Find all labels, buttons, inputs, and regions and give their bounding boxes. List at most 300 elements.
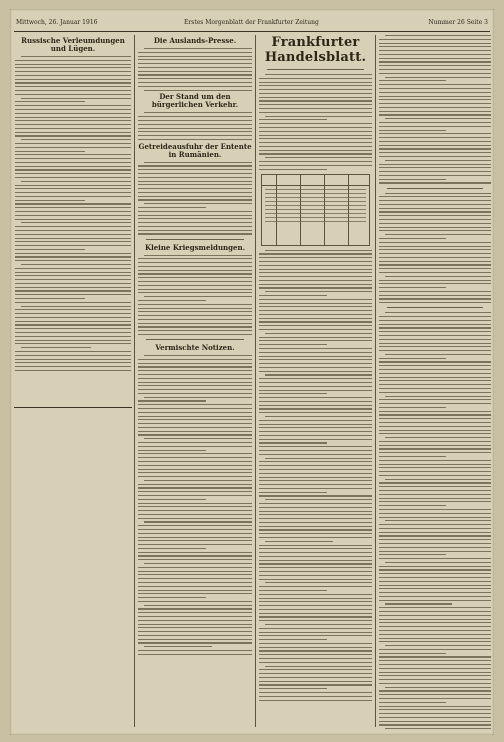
text-line	[138, 639, 252, 640]
text-line	[259, 579, 372, 580]
text-line	[138, 181, 252, 182]
text-line	[138, 196, 252, 197]
table-row	[265, 197, 366, 198]
text-line	[379, 709, 491, 710]
text-line	[265, 291, 372, 292]
text-line	[138, 608, 252, 609]
text-line	[15, 82, 131, 83]
text-line	[379, 611, 491, 612]
text-line	[138, 292, 252, 293]
text-line	[379, 324, 491, 325]
text-line	[138, 631, 252, 632]
text-line	[379, 133, 491, 134]
text-line	[379, 171, 491, 172]
text-line	[138, 71, 252, 72]
text-line	[15, 207, 131, 208]
text-line	[379, 264, 491, 265]
text-line	[138, 559, 252, 560]
text-line	[379, 384, 491, 385]
text-line	[259, 131, 372, 132]
table-rows	[262, 189, 369, 222]
text-line	[259, 329, 372, 330]
text-line	[259, 537, 372, 538]
text-line	[259, 688, 327, 689]
text-line	[265, 582, 372, 583]
text-line	[379, 179, 446, 180]
text-line	[15, 230, 131, 231]
text-line	[259, 261, 372, 262]
text-line	[379, 660, 491, 661]
text-line	[259, 461, 372, 462]
text-line	[379, 622, 491, 623]
text-line	[259, 321, 372, 322]
text-line	[265, 458, 372, 459]
text-line	[15, 309, 131, 310]
text-line	[15, 219, 131, 220]
text-line	[259, 469, 372, 470]
text-line	[259, 696, 372, 697]
text-line	[138, 400, 206, 401]
text-line	[259, 104, 372, 105]
text-line	[138, 188, 252, 189]
text-line	[385, 35, 491, 36]
text-line	[138, 177, 252, 178]
text-line	[138, 199, 252, 200]
text-line	[265, 74, 372, 75]
text-line	[259, 647, 372, 648]
text-line	[379, 573, 491, 574]
text-line	[379, 257, 491, 258]
text-line	[379, 721, 491, 722]
text-line	[138, 116, 252, 117]
text-line	[379, 392, 491, 393]
text-line	[15, 249, 85, 250]
text-line	[259, 284, 372, 285]
text-line	[138, 218, 252, 219]
text-line	[15, 169, 131, 170]
text-line	[144, 48, 252, 49]
text-line	[15, 332, 131, 333]
text-line	[379, 694, 491, 695]
text-line	[259, 169, 327, 170]
text-line	[259, 684, 372, 685]
text-line	[259, 548, 372, 549]
text-line	[259, 518, 372, 519]
text-line	[379, 698, 491, 699]
text-line	[379, 615, 491, 616]
text-line	[259, 287, 372, 288]
text-line	[138, 419, 252, 420]
section-rule	[267, 69, 364, 70]
text-line	[379, 690, 491, 691]
text-line	[138, 506, 252, 507]
text-line	[259, 325, 372, 326]
text-line	[379, 679, 491, 680]
section-heading: Kleine Kriegsmeldungen.	[144, 242, 246, 252]
text-line	[259, 340, 372, 341]
text-line	[138, 582, 252, 583]
text-line	[259, 314, 372, 315]
text-line	[259, 356, 372, 357]
table-row	[265, 209, 366, 210]
text-line	[379, 498, 491, 499]
text-line	[259, 272, 372, 273]
text-line	[379, 626, 491, 627]
text-line	[379, 211, 491, 212]
text-line	[138, 423, 252, 424]
text-line	[259, 393, 327, 394]
text-line	[144, 162, 252, 163]
text-line	[15, 135, 131, 136]
text-line	[379, 227, 491, 228]
text-line	[138, 82, 252, 83]
text-line	[259, 253, 372, 254]
text-line	[259, 303, 372, 304]
section-rule	[146, 339, 244, 340]
text-line	[259, 150, 372, 151]
text-line	[138, 270, 252, 271]
text-line	[15, 294, 131, 295]
text-line	[379, 182, 491, 183]
article-heading: Russische Verleumdungen und Lügen.	[21, 36, 125, 53]
text-line	[379, 291, 491, 292]
text-line	[259, 511, 372, 512]
text-line	[138, 277, 252, 278]
text-line	[138, 63, 252, 64]
text-line	[259, 138, 372, 139]
text-line	[379, 585, 491, 586]
text-line	[259, 594, 372, 595]
section-heading: Vermischte Notizen.	[155, 343, 235, 353]
text-line	[385, 520, 491, 521]
text-line	[259, 442, 327, 443]
text-line	[259, 435, 372, 436]
text-line	[138, 59, 252, 60]
text-line	[379, 656, 491, 657]
text-line	[138, 624, 252, 625]
text-line	[15, 253, 131, 254]
text-line	[144, 563, 252, 564]
text-line	[379, 331, 491, 332]
text-line	[15, 101, 85, 102]
text-line	[138, 597, 206, 598]
text-line	[138, 612, 252, 613]
text-line	[379, 641, 491, 642]
text-line	[265, 157, 372, 158]
text-line	[15, 268, 131, 269]
column-4	[379, 35, 491, 729]
text-line	[379, 471, 491, 472]
text-line	[259, 78, 372, 79]
text-line	[379, 242, 491, 243]
text-line	[138, 412, 252, 413]
text-line	[379, 114, 491, 115]
text-line	[21, 306, 131, 307]
text-line	[379, 268, 491, 269]
text-line	[259, 620, 372, 621]
text-line	[379, 208, 491, 209]
text-line	[259, 439, 372, 440]
text-line	[379, 196, 491, 197]
text-line	[379, 399, 491, 400]
text-line	[259, 371, 372, 372]
text-line	[379, 607, 491, 608]
text-line	[21, 181, 131, 182]
text-line	[15, 185, 131, 186]
text-line	[259, 662, 372, 663]
text-line	[259, 161, 372, 162]
text-line	[15, 109, 131, 110]
text-line	[259, 397, 372, 398]
text-line	[138, 78, 252, 79]
text-line	[15, 245, 131, 246]
text-line	[259, 605, 372, 606]
text-line	[379, 486, 491, 487]
text-line	[379, 532, 491, 533]
text-line	[259, 639, 327, 640]
text-line	[385, 728, 491, 729]
text-line	[385, 77, 491, 78]
text-line	[385, 276, 491, 277]
text-line	[379, 577, 491, 578]
text-line	[138, 315, 252, 316]
text-line	[259, 590, 327, 591]
text-line	[379, 464, 491, 465]
text-line	[15, 234, 131, 235]
text-line	[379, 445, 491, 446]
text-line	[259, 601, 372, 602]
text-line	[379, 649, 491, 650]
text-line	[144, 605, 252, 606]
text-line	[259, 613, 372, 614]
text-line	[138, 469, 252, 470]
text-line	[138, 590, 252, 591]
text-line	[15, 132, 131, 133]
text-line	[379, 361, 491, 362]
text-line	[138, 300, 206, 301]
text-line	[379, 111, 491, 112]
text-line	[259, 495, 372, 496]
text-line	[144, 521, 252, 522]
text-line	[138, 499, 206, 500]
text-line	[15, 203, 131, 204]
header-title: Erstes Morgenblatt der Frankfurter Zeitung	[184, 19, 319, 26]
text-line	[259, 635, 372, 636]
text-line	[138, 370, 252, 371]
text-line	[259, 473, 372, 474]
text-line	[379, 96, 491, 97]
text-line	[259, 390, 372, 391]
text-line	[15, 355, 131, 356]
text-line	[379, 475, 491, 476]
text-line	[138, 266, 252, 267]
text-line	[15, 128, 131, 129]
text-line	[15, 90, 131, 91]
text-line	[138, 385, 252, 386]
text-line	[138, 571, 252, 572]
text-line	[138, 128, 252, 129]
text-line	[379, 414, 491, 415]
text-line	[138, 627, 252, 628]
text-line	[15, 196, 131, 197]
text-line	[15, 94, 131, 95]
text-line	[15, 177, 131, 178]
text-line	[379, 683, 491, 684]
text-line	[379, 122, 491, 123]
text-line	[259, 127, 372, 128]
text-line	[138, 510, 252, 511]
text-line	[15, 147, 131, 148]
text-line	[379, 509, 491, 510]
text-line	[259, 545, 372, 546]
text-line	[385, 687, 491, 688]
text-line	[138, 192, 252, 193]
text-line	[379, 50, 491, 51]
text-line	[15, 120, 131, 121]
text-line	[379, 283, 491, 284]
article-body	[138, 255, 252, 336]
text-line	[259, 480, 372, 481]
text-line	[379, 327, 491, 328]
text-line	[15, 166, 131, 167]
text-line	[385, 312, 491, 313]
text-line	[379, 702, 446, 703]
text-line	[15, 260, 131, 261]
text-line	[259, 643, 372, 644]
text-line	[138, 173, 252, 174]
text-line	[138, 540, 252, 541]
text-line	[379, 365, 491, 366]
text-line	[138, 86, 252, 87]
text-line	[379, 460, 491, 461]
text-line	[259, 454, 372, 455]
text-line	[379, 388, 491, 389]
text-line	[138, 222, 252, 223]
text-line	[15, 162, 131, 163]
text-line	[259, 507, 372, 508]
text-line	[259, 632, 372, 633]
text-line	[379, 253, 491, 254]
text-line	[379, 422, 491, 423]
text-line	[259, 318, 372, 319]
text-line	[144, 397, 252, 398]
text-line	[138, 491, 252, 492]
text-line	[138, 323, 252, 324]
text-line	[379, 490, 491, 491]
text-line	[138, 226, 252, 227]
text-line	[138, 552, 252, 553]
text-line	[379, 403, 491, 404]
text-line	[259, 446, 372, 447]
text-line	[259, 97, 372, 98]
text-line	[138, 548, 206, 549]
text-line	[15, 188, 131, 189]
table-header-row	[262, 175, 369, 186]
text-line	[379, 145, 491, 146]
text-line	[259, 526, 372, 527]
text-line	[379, 653, 446, 654]
text-line	[138, 525, 252, 526]
text-line	[138, 495, 252, 496]
text-line	[15, 324, 131, 325]
text-line	[379, 588, 491, 589]
text-line	[259, 669, 372, 670]
text-line	[259, 673, 372, 674]
text-line	[379, 200, 491, 201]
text-line	[259, 616, 372, 617]
text-line	[138, 211, 252, 212]
text-line	[379, 246, 491, 247]
text-line	[138, 131, 252, 132]
text-line	[379, 99, 491, 100]
text-line	[15, 67, 131, 68]
text-line	[259, 378, 372, 379]
text-line	[379, 672, 491, 673]
header-page-number: Nummer 26 Seite 3	[428, 19, 488, 26]
text-line	[379, 287, 446, 288]
text-line	[138, 446, 252, 447]
text-line	[385, 354, 491, 355]
text-line	[138, 169, 252, 170]
text-line	[379, 380, 491, 381]
text-line	[259, 563, 372, 564]
text-line	[259, 503, 372, 504]
text-line	[259, 382, 372, 383]
text-line	[138, 567, 252, 568]
text-line	[379, 569, 491, 570]
text-line	[138, 74, 252, 75]
text-line	[15, 370, 131, 371]
text-line	[138, 453, 252, 454]
text-line	[144, 203, 252, 204]
text-line	[379, 335, 491, 336]
text-line	[138, 393, 252, 394]
text-line	[138, 529, 252, 530]
text-line	[259, 146, 372, 147]
text-line	[15, 75, 131, 76]
text-line	[379, 261, 491, 262]
text-line	[379, 358, 446, 359]
text-line	[138, 650, 252, 651]
text-line	[259, 556, 372, 557]
text-line	[138, 56, 252, 57]
text-line	[138, 262, 252, 263]
text-line	[138, 555, 252, 556]
text-line	[259, 567, 372, 568]
text-line	[259, 650, 372, 651]
text-line	[259, 598, 372, 599]
text-line	[379, 369, 491, 370]
text-line	[265, 333, 372, 334]
text-line	[379, 456, 446, 457]
text-line	[379, 505, 446, 506]
text-line	[15, 158, 131, 159]
text-line	[138, 408, 252, 409]
text-line	[379, 61, 491, 62]
text-line	[138, 311, 252, 312]
text-line	[15, 321, 131, 322]
text-line	[15, 287, 131, 288]
text-line	[21, 347, 91, 348]
text-line	[138, 457, 252, 458]
text-line	[379, 377, 491, 378]
text-line	[144, 438, 252, 439]
text-line	[259, 299, 372, 300]
text-line	[379, 88, 491, 89]
text-line	[15, 86, 131, 87]
text-line	[259, 401, 372, 402]
text-line	[259, 552, 372, 553]
